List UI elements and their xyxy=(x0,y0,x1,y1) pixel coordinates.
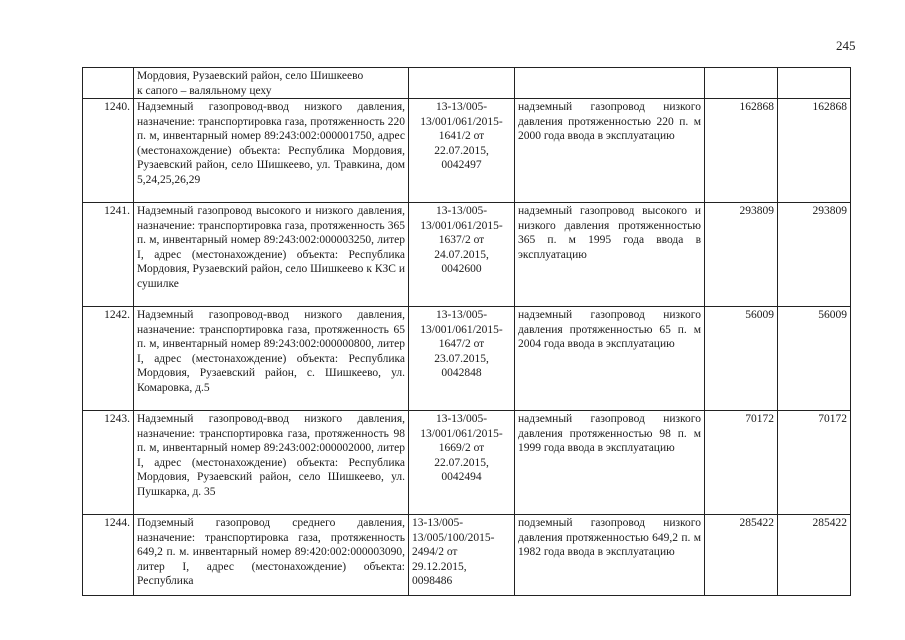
cell-registration xyxy=(409,68,515,99)
cell-description xyxy=(134,68,409,99)
registration-line: 13/001/061/2015- xyxy=(420,115,503,128)
registration-record xyxy=(409,99,515,203)
registration-line: 23.07.2015, xyxy=(434,352,489,365)
registration-line: 29.12.2015, xyxy=(412,560,467,573)
registration-record xyxy=(409,515,515,596)
object-note: подземный газопровод низкого давления протяженностью 649,2 п. м 1982 года ввода в эксплуатацию xyxy=(515,515,705,596)
registration-line: 13/001/061/2015- xyxy=(420,323,503,336)
row-number: 1241. xyxy=(83,203,134,307)
registration-line: 1647/2 от xyxy=(438,338,485,350)
property-registry-table xyxy=(82,67,851,596)
value-cell-2: 162868 xyxy=(778,99,851,203)
cell-value xyxy=(778,68,851,99)
registration-line: 13/001/061/2015- xyxy=(420,427,503,440)
registration-line: 0042848 xyxy=(441,367,482,379)
page-number: 245 xyxy=(836,38,856,53)
registration-line: 13-13/005- xyxy=(435,413,488,425)
registration-line: 13/001/061/2015- xyxy=(420,219,503,232)
table-row xyxy=(83,203,851,307)
object-description: Надземный газопровод-ввод низкого давления, назначение: транспортировка газа, протяженность 65 п. м, инвентарный номер 89:243:002:000000800, литер I, адрес (местонахождение) объекта: Республика Мордовия, Рузаевский район, с. Шишкеево, ул. Комаровка, д.5 xyxy=(134,307,409,411)
value-cell-1: 56009 xyxy=(705,307,778,411)
value-cell-2: 285422 xyxy=(778,515,851,596)
table-row xyxy=(83,515,851,596)
registration-record xyxy=(409,411,515,515)
object-description: Подземный газопровод среднего давления, назначение: транспортировка газа, протяженность 649,2 п. м. инвентарный номер 89:420:002:000003090, литер I, адрес (местонахождение) объекта: Республика xyxy=(134,515,409,596)
row-number: 1242. xyxy=(83,307,134,411)
registration-line: 13-13/005- xyxy=(435,205,488,217)
object-description: Надземный газопровод-ввод низкого давления, назначение: транспортировка газа, протяженность 98 п. м, инвентарный номер 89:243:002:000002000, литер I, адрес (местонахождение) объекта: Республика Мордовия, Рузаевский район, село Шишкеево, ул. Пушкарка, д. 35 xyxy=(134,411,409,515)
table-row xyxy=(83,99,851,203)
registration-line: 0042497 xyxy=(441,159,482,171)
table-row xyxy=(83,307,851,411)
registration-line: 22.07.2015, xyxy=(434,456,489,469)
registration-line: 0042600 xyxy=(441,263,482,275)
registration-line: 13/005/100/2015- xyxy=(412,531,495,544)
value-cell-1: 162868 xyxy=(705,99,778,203)
row-number: 1240. xyxy=(83,99,134,203)
registration-line: 13-13/005- xyxy=(435,309,488,321)
registration-line: 1669/2 от xyxy=(438,442,485,454)
registration-line: 1641/2 от xyxy=(438,130,485,142)
description-line: к сапого – валяльному цеху xyxy=(137,84,272,97)
object-note: надземный газопровод низкого давления протяженностью 220 п. м 2000 года ввода в эксплуатацию xyxy=(515,99,705,203)
object-description: Надземный газопровод-ввод низкого давления, назначение: транспортировка газа, протяженность 220 п. м, инвентарный номер 89:243:002:000001750, адрес (местонахождение) объекта: Республика Мордовия, Рузаевский район, село Шишкеево, ул. Травкина, дом 5,24,25,26,29 xyxy=(134,99,409,203)
registration-line: 22.07.2015, xyxy=(434,144,489,157)
value-cell-1: 70172 xyxy=(705,411,778,515)
cell-value xyxy=(705,68,778,99)
object-note: надземный газопровод низкого давления протяженностью 65 п. м 2004 года ввода в эксплуатацию xyxy=(515,307,705,411)
object-description: Надземный газопровод высокого и низкого давления, назначение: транспортировка газа, протяженность 365 п. м, инвентарный номер 89:243:002:000003250, литер I, адрес (местонахождение) объекта: Республика Мордовия, Рузаевский район, село Шишкеево к КЗС и сушилке xyxy=(134,203,409,307)
cell-num xyxy=(83,68,134,99)
value-cell-1: 285422 xyxy=(705,515,778,596)
registration-line: 0042494 xyxy=(441,471,482,483)
object-note: надземный газопровод высокого и низкого давления протяженностью 365 п. м 1995 года ввода в эксплуатацию xyxy=(515,203,705,307)
continuation-row xyxy=(83,68,851,99)
registration-line: 2494/2 от xyxy=(412,546,458,558)
description-line: Мордовия, Рузаевский район, село Шишкеево xyxy=(137,70,364,82)
row-number: 1243. xyxy=(83,411,134,515)
value-cell-2: 56009 xyxy=(778,307,851,411)
registration-line: 13-13/005- xyxy=(435,101,488,113)
registration-record xyxy=(409,203,515,307)
object-note: надземный газопровод низкого давления протяженностью 98 п. м 1999 года ввода в эксплуатацию xyxy=(515,411,705,515)
row-number: 1244. xyxy=(83,515,134,596)
registration-line: 1637/2 от xyxy=(438,234,485,246)
cell-note xyxy=(515,68,705,99)
table-row xyxy=(83,411,851,515)
value-cell-2: 293809 xyxy=(778,203,851,307)
value-cell-1: 293809 xyxy=(705,203,778,307)
registration-line: 0098486 xyxy=(412,575,453,587)
registration-record xyxy=(409,307,515,411)
registration-line: 13-13/005- xyxy=(412,517,464,529)
registration-line: 24.07.2015, xyxy=(434,248,489,261)
value-cell-2: 70172 xyxy=(778,411,851,515)
